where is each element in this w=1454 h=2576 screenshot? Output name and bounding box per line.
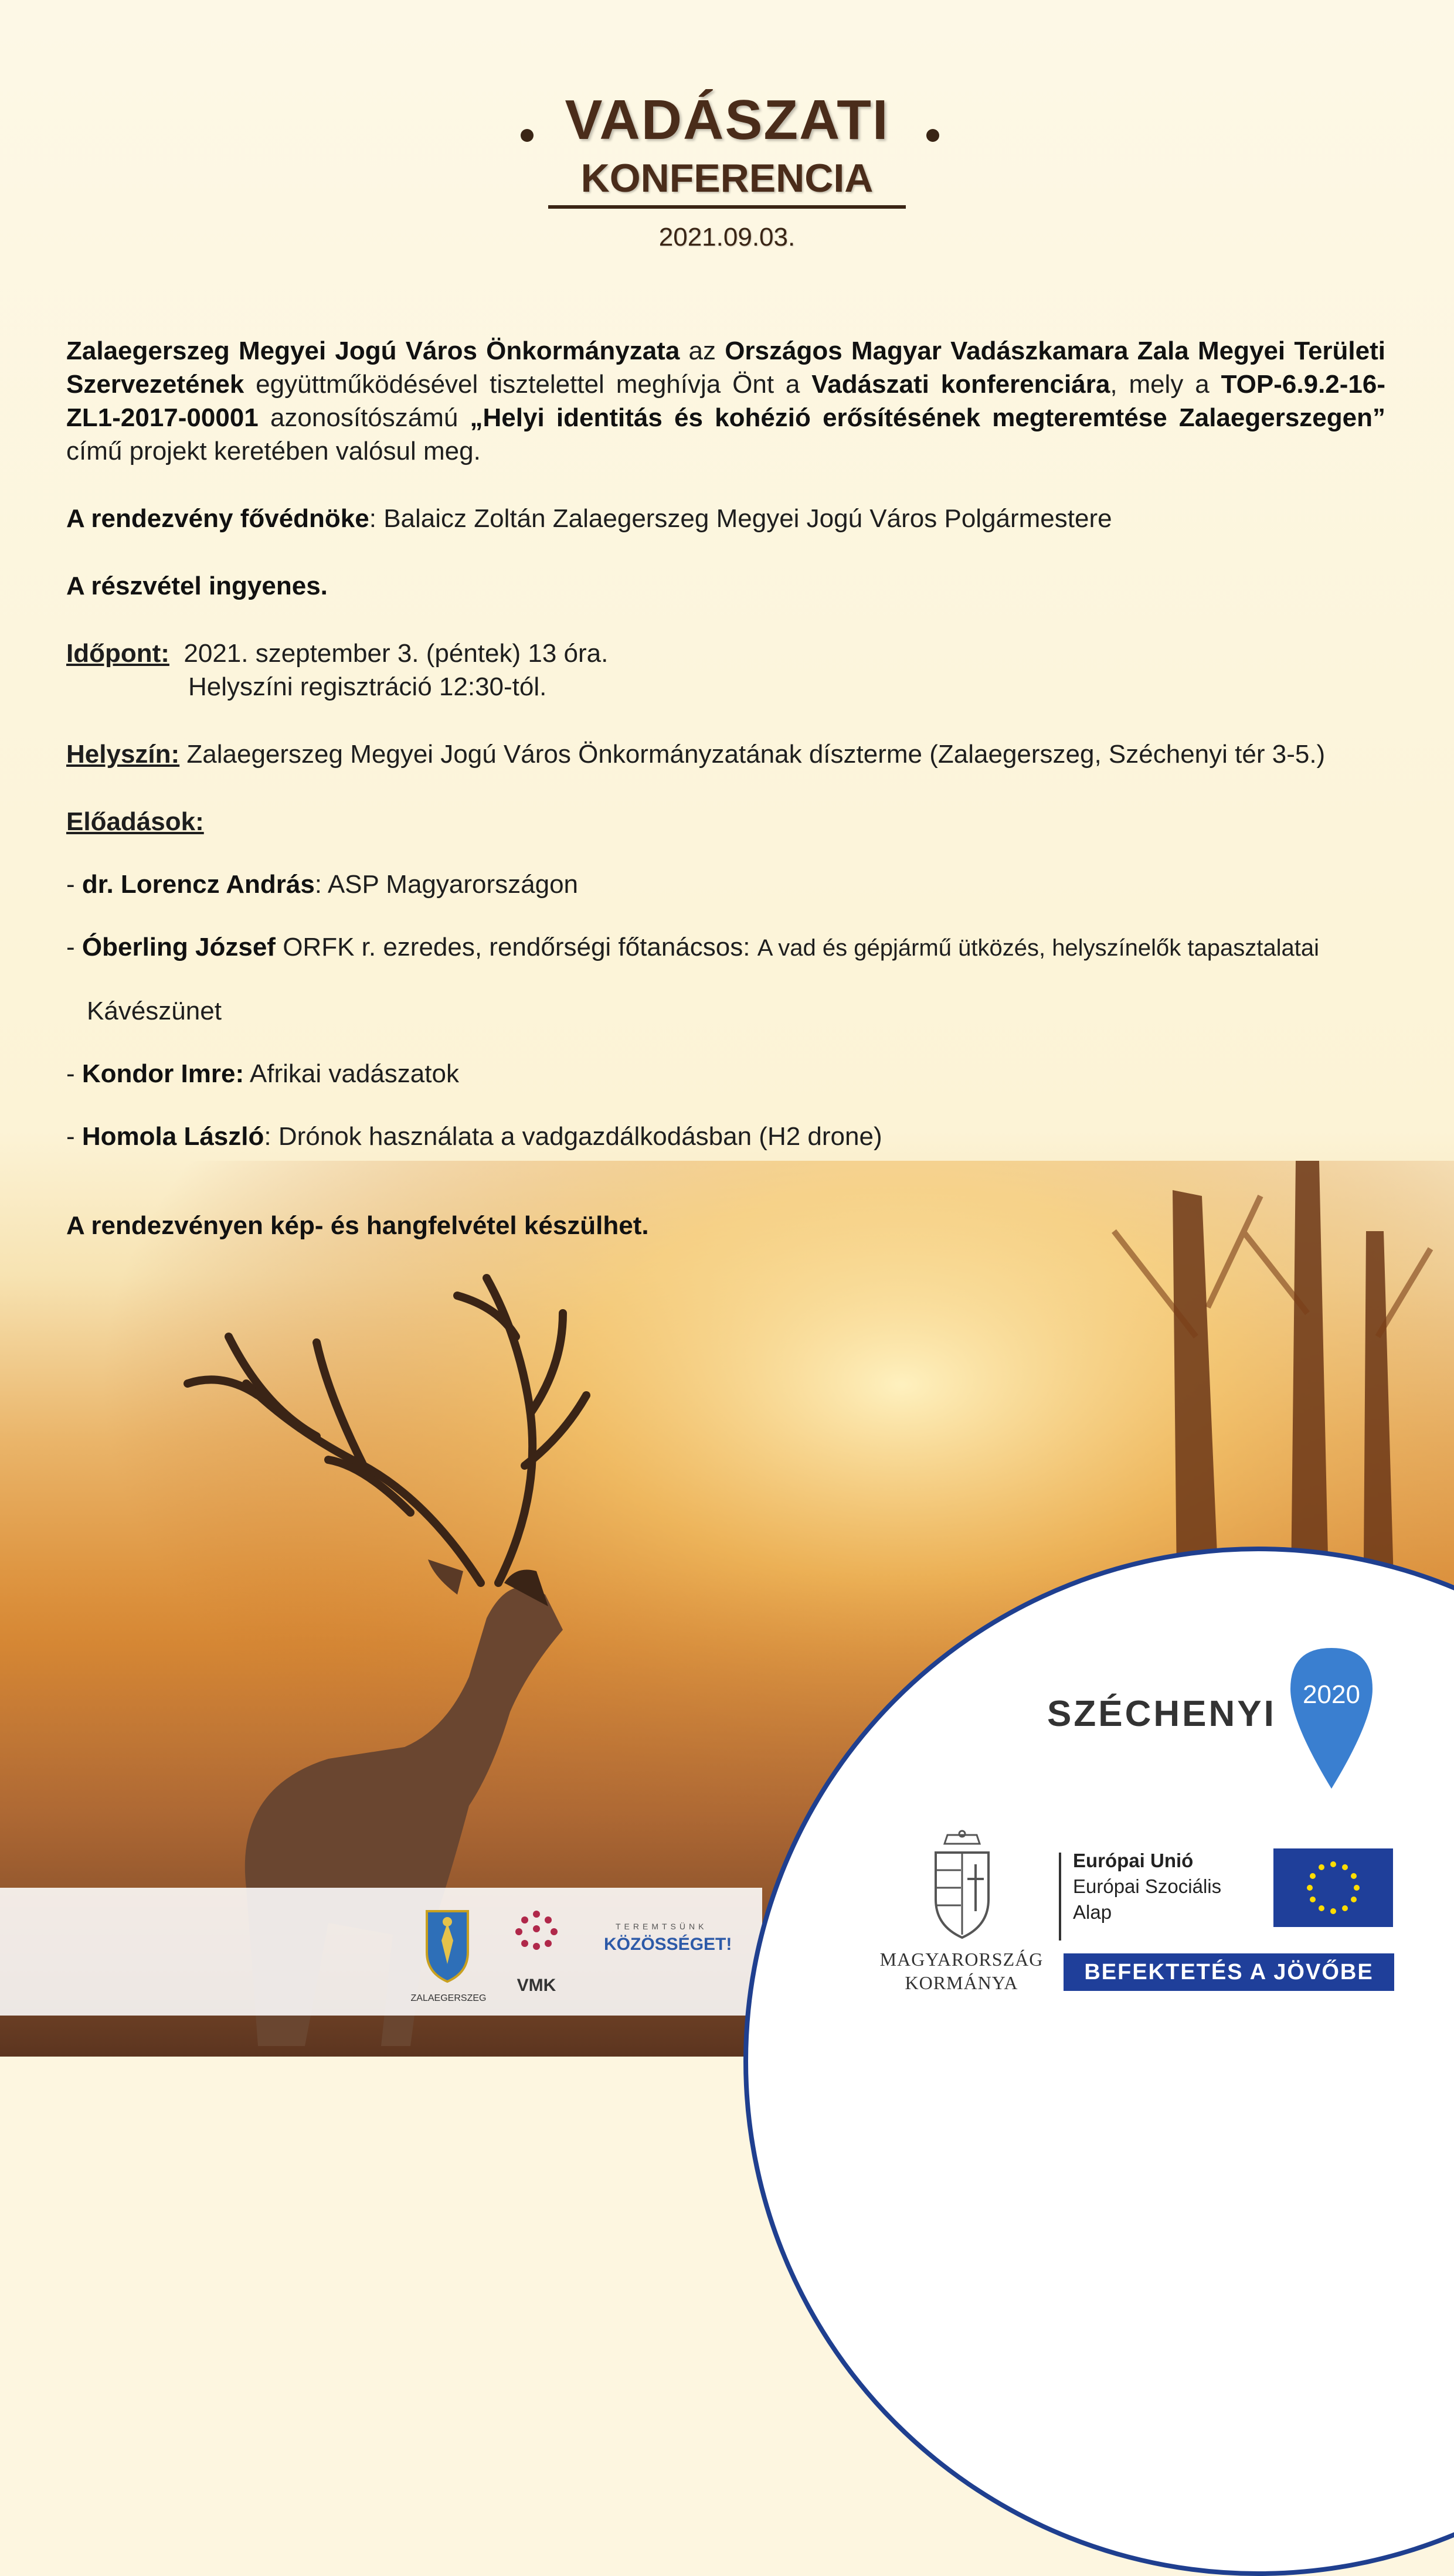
eu-flag-icon	[1273, 1848, 1393, 1927]
patron-line	[66, 502, 1385, 535]
lecturer-name: Kondor Imre:	[81, 1059, 244, 1088]
lecture-dash: -	[66, 1122, 82, 1151]
coffee-break: Kávészünet	[87, 997, 222, 1025]
lecturer-name: Homola László	[81, 1122, 264, 1151]
lecturer-role: ORFK r. ezredes, rendőrségi főtanácsos:	[275, 933, 757, 961]
lecture-item	[66, 1120, 1385, 1153]
intro-text-3: , mely a	[1110, 370, 1221, 399]
event-date: 2021.09.03.	[658, 223, 796, 252]
intro-paragraph	[66, 334, 1385, 468]
partner-organization: Országos Magyar Vadászkamara Zala Megyei Területi Szervezetének	[66, 337, 1385, 399]
lecture-dash: -	[66, 1059, 82, 1088]
government-logo-text	[862, 1948, 1061, 1994]
organizer: Zalaegerszeg Megyei Jogú Város Önkormányzata	[66, 337, 680, 365]
free-note	[66, 569, 1385, 603]
government-line1: MAGYARORSZÁG	[879, 1949, 1044, 1970]
lecture-dash: -	[66, 870, 82, 899]
teremtsunk-small-text: TEREMTSÜNK	[616, 1922, 708, 1931]
lecture-topic: Afrikai vadászatok	[244, 1059, 459, 1088]
kozosseget-logo-text: KÖZÖSSÉGET!	[604, 1935, 732, 1954]
patron-text: : Balaicz Zoltán Zalaegerszeg Megyei Jogú Város Polgármestere	[369, 504, 1112, 533]
lecture-item	[66, 930, 1385, 965]
eu-fund-text	[1073, 1848, 1221, 1925]
time-label: Időpont:	[66, 639, 169, 668]
recording-notice-text: A rendezvényen kép- és hangfelvétel készülhet.	[66, 1211, 649, 1240]
title-block	[0, 88, 1454, 152]
szechenyi-year: 2020	[1303, 1680, 1360, 1709]
recording-notice	[66, 1209, 1385, 1242]
szechenyi-logo-text: SZÉCHENYI	[1047, 1694, 1276, 1734]
invitation-body	[66, 334, 1385, 1242]
venue-text: Zalaegerszeg Megyei Jogú Város Önkormányzatának díszterme (Zalaegerszeg, Széchenyi tér 3-5.)	[179, 740, 1326, 769]
time-block	[66, 637, 1385, 704]
government-line2: KORMÁNYA	[905, 1972, 1018, 1993]
vmk-logo-text: VMK	[517, 1976, 556, 1995]
title-dot-left	[521, 129, 534, 142]
title-underline	[548, 205, 906, 209]
project-id: TOP-6.9.2-16-ZL1-2017-00001	[66, 370, 1386, 432]
vmk-logo-icon	[510, 1905, 563, 1970]
eu-line3: Alap	[1073, 1901, 1112, 1923]
lecture-topic: : Drónok használata a vadgazdálkodásban (H2 drone)	[264, 1122, 882, 1151]
venue-line	[66, 738, 1385, 771]
event-name: Vadászati konferenciára	[811, 370, 1110, 399]
lectures-heading-text: Előadások:	[66, 807, 204, 836]
eu-line2: Európai Szociális	[1073, 1875, 1222, 1897]
title-sub: KONFERENCIA	[580, 156, 874, 200]
title-dot-right	[926, 129, 939, 142]
szechenyi-2020-pin-icon	[1287, 1645, 1375, 1792]
time-value: 2021. szeptember 3. (péntek) 13 óra.	[184, 639, 609, 668]
eu-divider	[1059, 1853, 1061, 1941]
lecture-dash: -	[66, 933, 82, 961]
lecture-item	[66, 1057, 1385, 1090]
invest-in-future-banner: BEFEKTETÉS A JÖVŐBE	[1064, 1953, 1394, 1991]
lecturer-name: dr. Lorencz András	[81, 870, 315, 899]
registration-time: Helyszíni regisztráció 12:30-tól.	[188, 672, 547, 701]
free-note-text: A részvétel ingyenes.	[66, 572, 328, 600]
lecturer-name: Óberling József	[81, 933, 276, 961]
lectures-heading	[66, 805, 1385, 838]
intro-text-2: együttműködésével tisztelettel meghívja Önt a	[244, 370, 812, 399]
zalaegerszeg-crest-icon	[421, 1905, 474, 1993]
title-main: VADÁSZATI	[565, 89, 889, 151]
intro-text-1: az	[680, 337, 725, 365]
eu-line1: Európai Unió	[1073, 1850, 1194, 1871]
lecture-topic: : ASP Magyarországon	[314, 870, 579, 899]
hungary-coat-of-arms-icon	[930, 1829, 994, 1941]
partner-logo-strip	[0, 1888, 762, 2016]
venue-label: Helyszín:	[66, 740, 180, 769]
intro-text-5: című projekt keretében valósul meg.	[66, 437, 481, 465]
project-title: „Helyi identitás és kohézió erősítésének megteremtése Zalaegerszegen”	[470, 403, 1385, 432]
intro-text-4: azonosítószámú	[258, 403, 470, 432]
zalaegerszeg-logo-text: ZALAEGERSZEG	[410, 1993, 487, 2003]
lecture-item	[66, 868, 1385, 901]
lecture-topic: A vad és gépjármű ütközés, helyszínelők tapasztalatai	[757, 935, 1320, 961]
patron-label: A rendezvény fővédnöke	[66, 504, 369, 533]
